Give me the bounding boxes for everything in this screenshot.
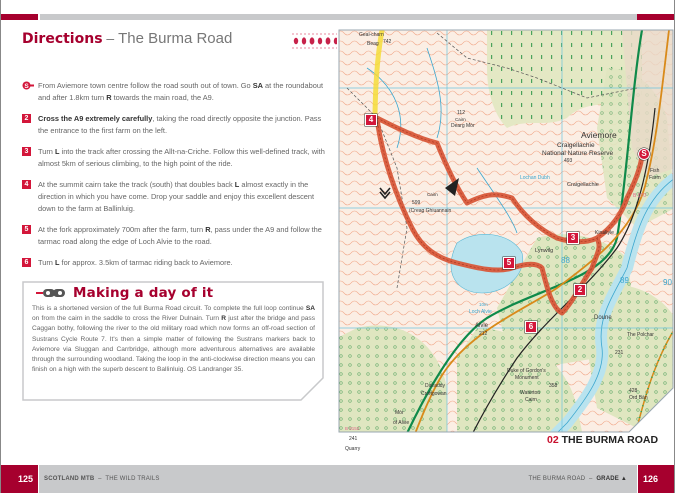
tyre-track-icon [292, 32, 340, 50]
route-map[interactable] [337, 28, 675, 455]
map-label: Beag [367, 41, 379, 47]
step-number-badge: 3 [22, 147, 31, 156]
map-label: Cairn [525, 397, 537, 403]
map-label: Craigellachie [567, 182, 599, 188]
step-number-badge: 6 [22, 258, 31, 267]
map-label: (Creag Ghiuannain [409, 208, 452, 214]
direction-step: 2 Cross the A9 extremely carefully, taking the road directly opposite the junction. Pass the entrance to the first farm on the left. [22, 113, 327, 137]
footer-book-title: SCOTLAND MTB – THE WILD TRAILS [39, 465, 337, 493]
start-icon [22, 81, 34, 90]
map-label: Loch Alvie [469, 309, 492, 315]
route-number: 02 [547, 434, 559, 446]
route-marker-6[interactable]: 6 [525, 321, 537, 333]
title-directions: Directions [22, 31, 103, 47]
footer-route-grade: THE BURMA ROAD – GRADE ▲ [337, 465, 637, 493]
map-label: Lynwilg [535, 248, 554, 254]
making-a-day-text: This is a shortened version of the full Burma Road circuit. To complete the full loop continue SA on from the cairn in the saddle to cross the River Dulnain. Turn R just after the bridge and pass Caggan bothy, following the river to the old military road which now forms an off-road section of Sustrans Cycle Route 7. It's then a simple matter of following the Sustrans markers back to Aviemore via Sluggan and Carrbridge, although more adventurous alternatives are available through the surrounding woodland. Taking the loop in the anti-clockwise direction means you can finish on a high with the superb descent to Ballinluig. OS Landranger 35. [32, 305, 315, 374]
map-label: Quarry [345, 446, 361, 452]
map-label: Dearg Mòr [451, 123, 475, 129]
top-bar-left [40, 14, 337, 20]
map-label: Craigellachie [557, 142, 595, 149]
step-number-badge: 4 [22, 180, 31, 189]
map-label: Farm [649, 175, 661, 181]
direction-step: S From Aviemore town centre follow the road south out of town. Go SA at the roundabout and after 1.8km turn R towards the main road, the A9. [22, 80, 327, 104]
top-bar-right [337, 14, 637, 20]
map-label: Croftgowan [421, 391, 447, 397]
route-title [547, 434, 658, 446]
top-bar-accent-left [1, 14, 38, 20]
map-label: 428 [629, 388, 638, 394]
map-label: 493 [564, 158, 573, 164]
map-label: Monument [515, 375, 539, 381]
map-label: 599 [412, 200, 421, 206]
grid-number: 89 [620, 276, 629, 285]
step-number-badge: 5 [22, 225, 31, 234]
directions-list [22, 80, 327, 278]
direction-step: 5 At the fork approximately 700m after the farm, turn R, pass under the A9 and follow the tarmac road along the edge of Loch Alvie to the road. [22, 224, 327, 248]
step-number-badge: 2 [22, 114, 31, 123]
route-marker-5[interactable]: 5 [503, 257, 515, 269]
route-marker-4[interactable]: 4 [365, 114, 377, 126]
direction-step: 3 Turn L into the track after crossing the Allt-na-Criche. Follow this well-defined track, with almost 5km of serious climbing, to the high point of the ride. [22, 146, 327, 170]
grid-number: 90 [663, 278, 672, 287]
grid-number: 88 [561, 256, 570, 265]
map-label: Fish [650, 168, 660, 174]
map-label: Mòr [395, 410, 404, 416]
map-label: 231 [615, 350, 624, 356]
title-route-name: The Burma Road [118, 30, 233, 47]
map-label: Cairn [455, 117, 466, 122]
grade-triangle-icon: ▲ [620, 476, 627, 482]
map-label: Lochan Dubh [520, 175, 550, 181]
map-label: 742 [383, 39, 392, 45]
map-label: 358 [549, 383, 558, 389]
map-label: 112 [457, 110, 465, 116]
direction-step: 4 At the summit cairn take the track (south) that doubles back L almost exactly in the direction in which you have come. Drop your saddle and enjoy this excellent descent down to the farm at Ballinluig. [22, 179, 327, 215]
svg-text:S: S [24, 83, 29, 90]
map-label: B 970 [633, 193, 647, 199]
page-title: Directions – The Burma Road [22, 30, 233, 47]
map-label: Dalraddy [425, 383, 446, 389]
map-label: 10m [479, 302, 488, 307]
map-label: Alvie [475, 323, 489, 329]
map-label: National Nature Reserve [542, 150, 614, 157]
map-label-aviemore: Aviemore [581, 130, 617, 140]
map-label: Geal-charn [359, 32, 384, 38]
direction-step: 6 Turn L for approx. 3.5km of tarmac riding back to Aviemore. [22, 257, 327, 269]
map-label: Kinakyle [595, 230, 614, 236]
chain-link-icon [36, 288, 68, 298]
map-label: 241 [349, 436, 358, 442]
map-label: The Polchar [627, 332, 654, 338]
map-label: 212 [479, 331, 488, 337]
map-label: Duke of Gordon's [507, 368, 546, 374]
map-label: Waterton [520, 390, 541, 396]
route-marker-3[interactable]: 3 [567, 232, 579, 244]
route-marker-start[interactable]: S [638, 148, 650, 160]
map-label: Cairn [427, 192, 438, 197]
map-label: B 9152 [345, 426, 360, 431]
route-name: THE BURMA ROAD [561, 434, 659, 446]
page-number-right: 126 [638, 465, 674, 493]
map-label: Ord Bàn [629, 395, 648, 401]
top-bar-accent-right [637, 14, 674, 20]
making-a-day-heading: Making a day of it [36, 285, 213, 301]
map-label: of Alvie [393, 420, 410, 426]
map-label: Doune [594, 315, 612, 321]
page-number-left: 125 [1, 465, 38, 493]
route-marker-2[interactable]: 2 [574, 284, 586, 296]
